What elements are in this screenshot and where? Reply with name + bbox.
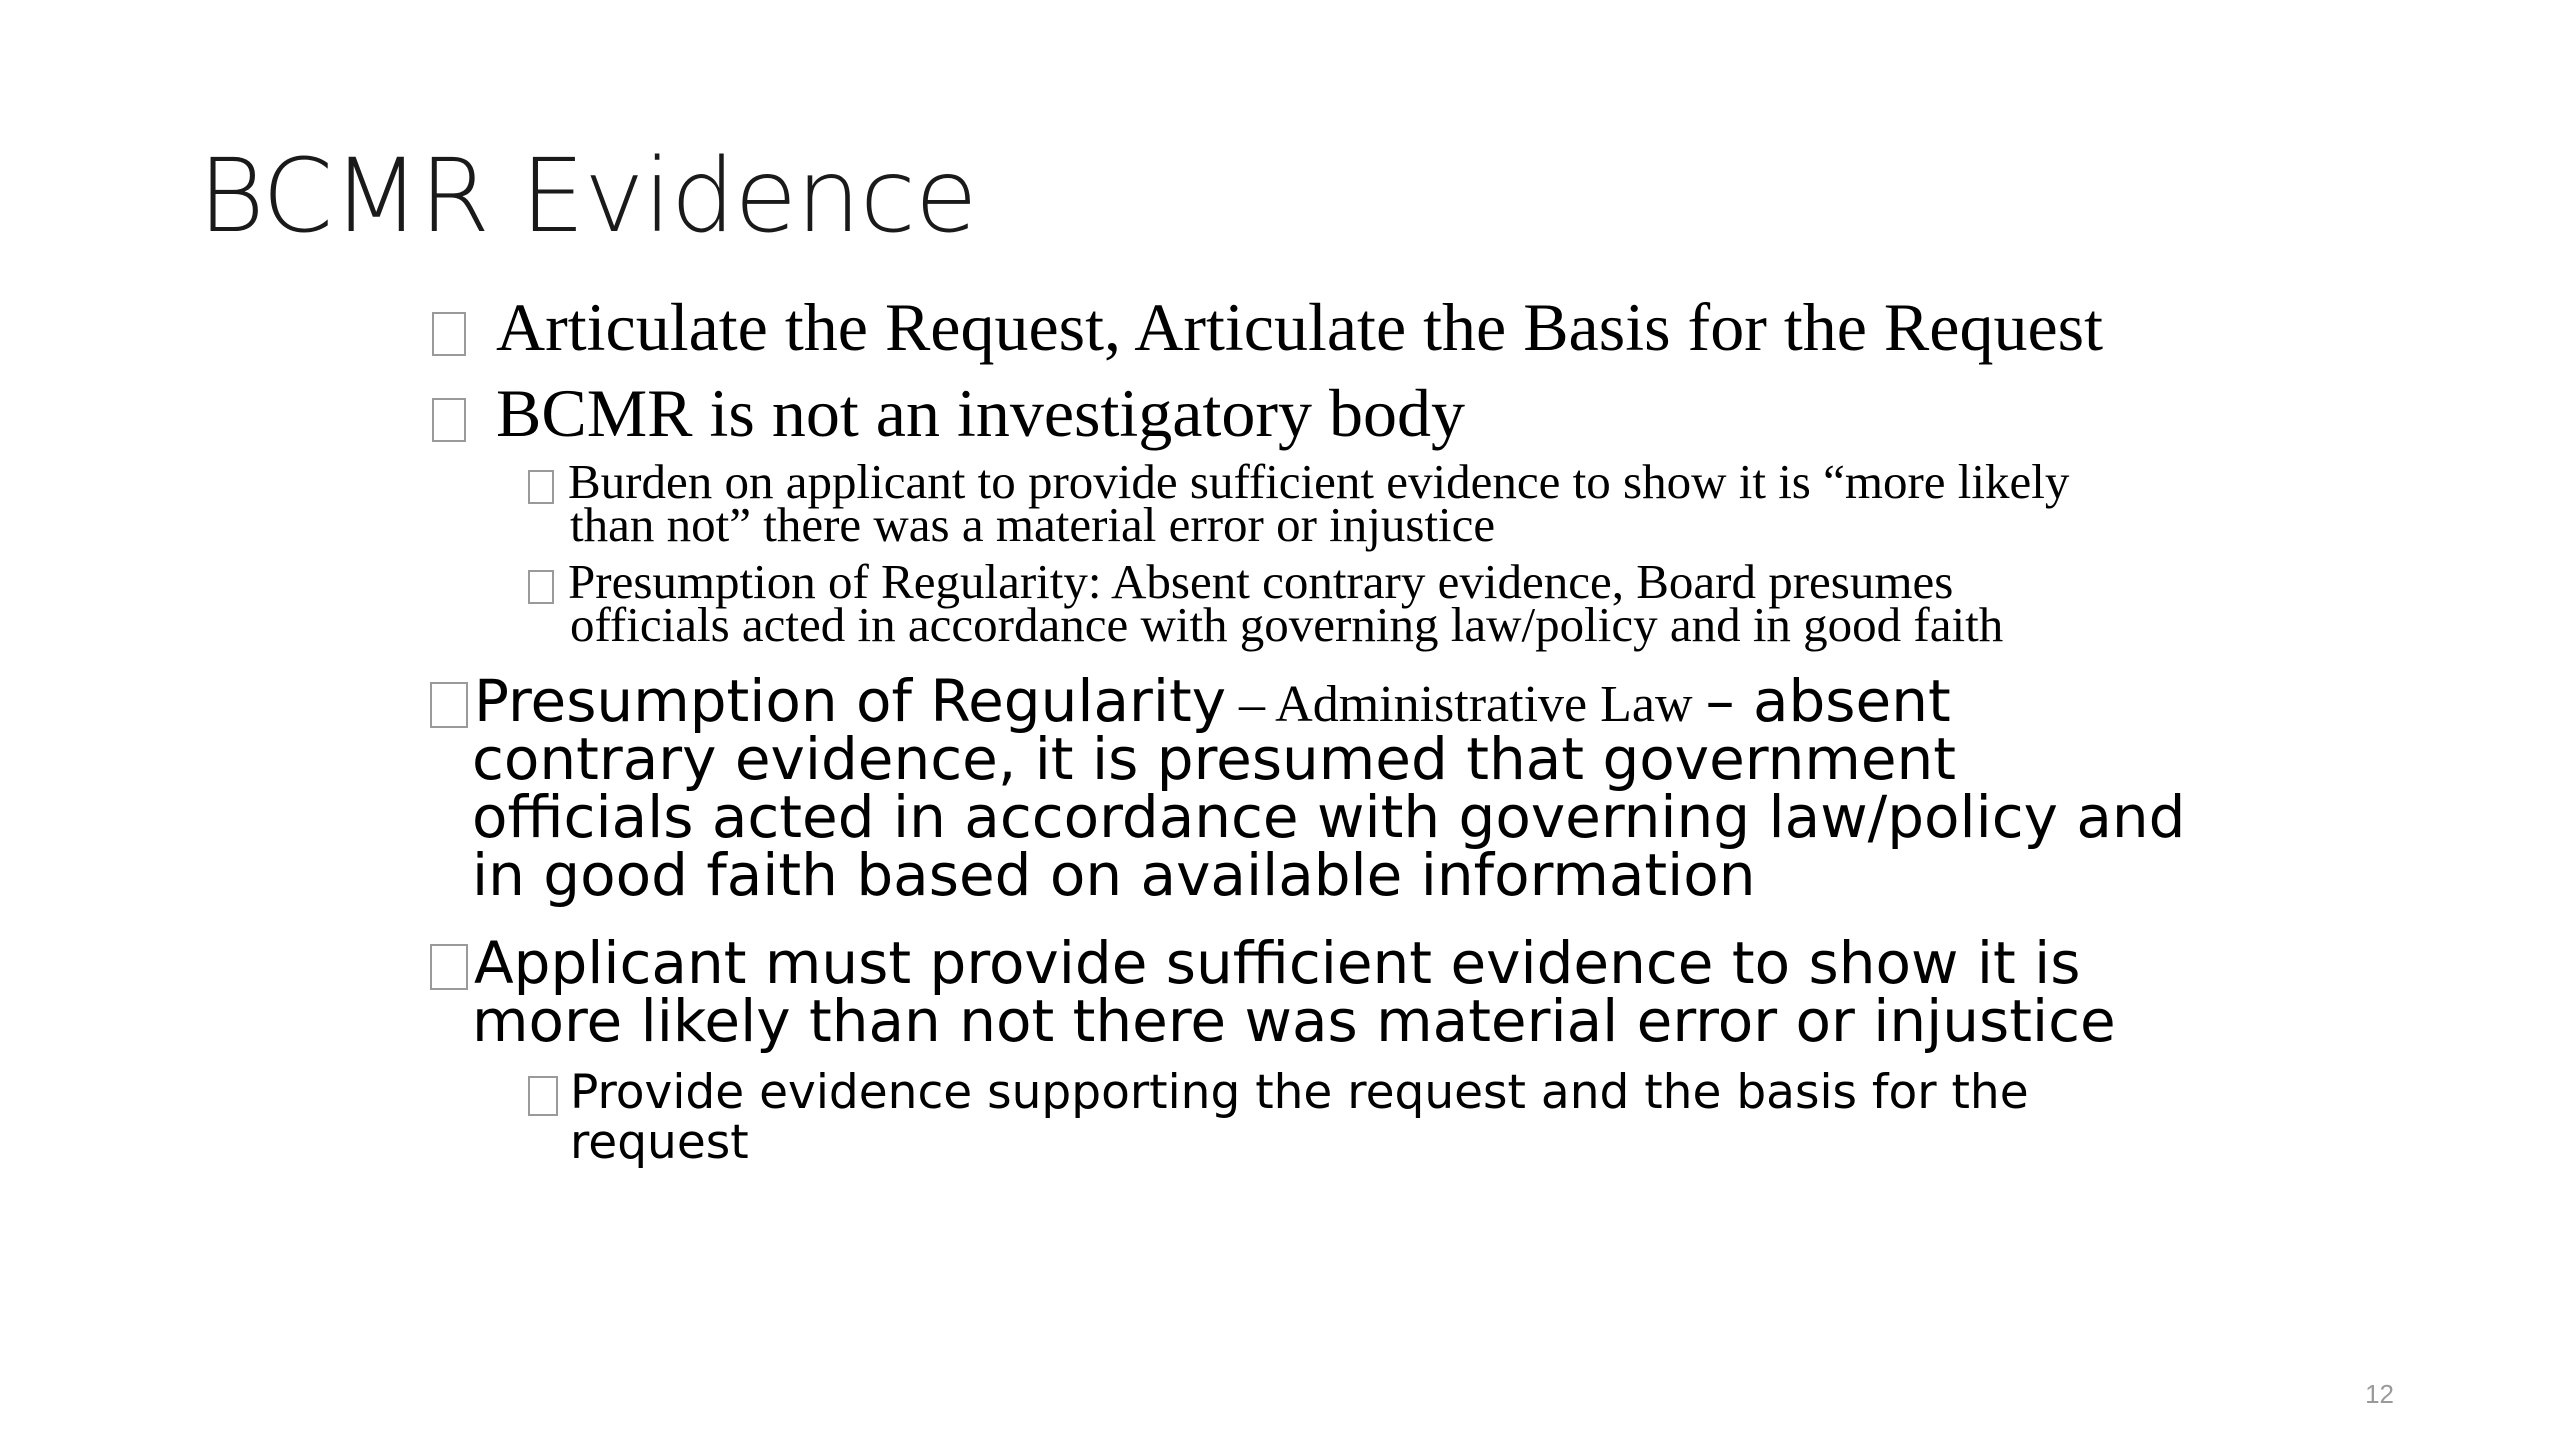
bullet-text-line2: than not” there was a material error or injustice [570,497,1496,552]
subbullet-presumption-cont [570,597,2004,652]
bullet-text-line3: officials acted in accordance with governing law/policy and [472,783,2186,851]
bullet-not-investigatory [432,375,1465,451]
bullet-box-icon [528,470,554,504]
bullet-box-icon [430,682,468,728]
slide-title: BCMR Evidence [198,137,977,256]
bullet-text-line2: more likely than not there was material error or injustice [472,987,2116,1055]
bullet-text-line1: Burden on applicant to provide sufficient evidence to show it is “more likely [568,454,2070,509]
bullet-box-icon [432,398,466,442]
bullet-applicant-evidence-line2 [472,987,2116,1055]
bullet-box-icon [432,312,466,356]
bullet-text-line1: Presumption of Regularity: Absent contrary evidence, Board presumes [568,554,1954,609]
bullet-presumption-line2 [472,725,1957,793]
bullet-text-line4: in good faith based on available information [472,841,1756,909]
bullet-box-icon [528,570,554,604]
bullet-text: BCMR is not an investigatory body [496,375,1465,451]
bullet-presumption-line4 [472,841,1756,909]
bullet-articulate-request [432,289,2103,365]
page-number: 12 [2365,1379,2394,1409]
bullet-box-icon [430,944,468,990]
bullet-text-line2: officials acted in accordance with governing law/policy and in good faith [570,597,2004,652]
bullet-text-line2: contrary evidence, it is presumed that government [472,725,1957,793]
subbullet-provide-evidence-line2 [570,1115,749,1170]
subbullet-burden-cont [570,497,1496,552]
bullet-text-line2: request [570,1115,749,1170]
bullet-text: Articulate the Request, Articulate the Basis for the Request [496,289,2103,365]
bullet-tail: – absent [1705,667,1951,735]
bullet-text-line1: Provide evidence supporting the request and the basis for the [570,1065,2029,1120]
bullet-box-icon [528,1076,558,1116]
bullet-presumption-line3 [472,783,2186,851]
subbullet-provide-evidence [528,1065,2029,1120]
bullet-applicant-evidence [430,929,2081,997]
bullet-mid: – Administrative Law [1226,676,1706,733]
bullet-lead: Presumption of Regularity [474,667,1227,735]
bullet-text-line1: Applicant must provide sufficient evidence to show it is [474,929,2081,997]
